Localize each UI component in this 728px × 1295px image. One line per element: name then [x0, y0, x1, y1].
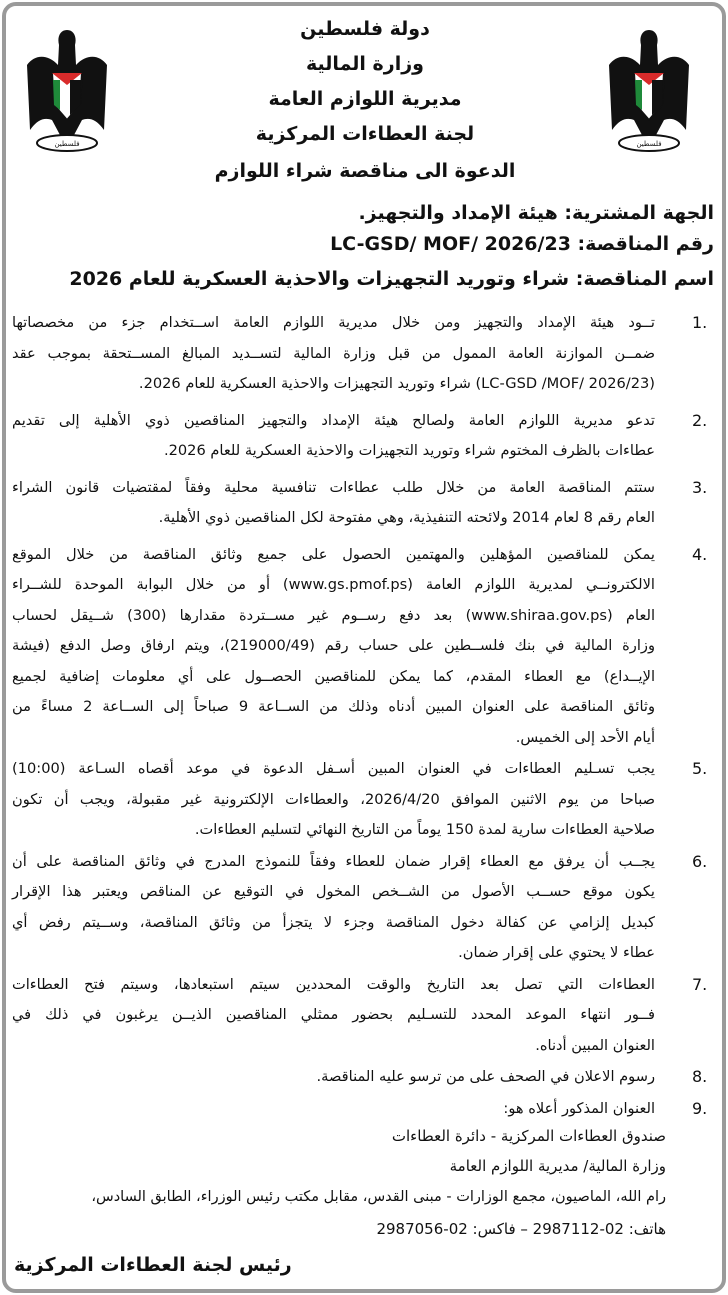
- item-text-line: ضمــن الموازنة العامة الممول من قبل وزارة المالية لتســديد المبالغ المســتحقة بموجب عقد: [12, 344, 655, 362]
- item-number: 9.: [692, 1098, 708, 1118]
- item-text-line: وثائق المناقصة على العنوان المبين أدناه وذلك من الســاعة 9 صباحاً إلى الســاعة 2 مساءً من: [12, 698, 656, 715]
- item-text-line: وزارة المالية في بنك فلســطين على حساب رقم (219000/49)، ويتم ارفاق وصل الدفع (فيشة: [12, 637, 655, 654]
- item-text-line: العنوان المذكور أعلاه هو:: [503, 1099, 655, 1117]
- item-number: 2.: [692, 410, 708, 430]
- buyer-line: الجهة المشترية: هيئة الإمداد والتجهيز.: [358, 202, 714, 224]
- list-item: [0, 847, 728, 969]
- address-line: وزارة المالية/ مديرية اللوازم العامة: [449, 1157, 666, 1175]
- item-text-line: (LC-GSD /MOF/ 2026/23) شراء وتوريد التجهيزات والاحذية العسكرية للعام 2026.: [138, 375, 655, 392]
- header-invitation: الدعوة الى مناقصة شراء اللوازم: [214, 160, 516, 182]
- item-text-line: صلاحية العطاءات سارية لمدة 150 يوماً من التاريخ النهائي لتسليم العطاءات.: [194, 821, 655, 838]
- item-text-line: عطاءات بالظرف المختوم شراء وتوريد التجهيزات والاحذية العسكرية للعام 2026.: [163, 442, 655, 459]
- item-text-line: العام (www.shiraa.gov.ps) بعد دفع رســوم غير مســتردة مقدارها (300) شــيقل لحساب: [12, 606, 655, 624]
- contact-line: هاتف: 02-2987112 – فاكس: 02-2987056: [376, 1220, 666, 1238]
- item-text-line: رسوم الاعلان في الصحف على من ترسو عليه المناقصة.: [316, 1068, 655, 1085]
- item-text-line: يجــب أن يرفق مع العطاء إقرار ضمان للعطاء وفقاً للنموذج المدرج في وثائق المناقصة على أن: [12, 852, 655, 870]
- item-text-line: تــود هيئة الإمداد والتجهيز ومن خلال مديرية اللوازم العامة اســتخدام جزء من مخصصاتها: [12, 314, 655, 331]
- item-text-line: العطاءات التي تصل بعد التاريخ والوقت المحددين سيتم استبعادها، وسيتم فتح العطاءات: [12, 975, 655, 993]
- item-text-line: يجب تسـليم العطاءات في العنوان المبين أسـفل الدعوة في موعد أقصاه السـاعة (10:00): [12, 760, 655, 777]
- list-item: [0, 473, 728, 534]
- tender-name-line: اسم المناقصة: شراء وتوريد التجهيزات والاحذية العسكرية للعام 2026: [69, 268, 714, 290]
- item-text-line: صباحا من يوم الاثنين الموافق 2026/4/20، والعطاءات الإلكترونية غير مقبولة، ويجب أن تكون: [12, 790, 655, 808]
- palestine-emblem-icon: [22, 25, 112, 155]
- list-item: [0, 540, 728, 754]
- tender-terms-list: [0, 308, 728, 1125]
- svg-text:فلسطين: فلسطين: [54, 140, 80, 148]
- list-item: [0, 308, 728, 400]
- item-text-line: الإيــداع) مع العطاء المقدم، كما يمكن للمناقصين الحصــول على أي معلومات إضافية لجميع: [12, 667, 655, 685]
- item-text-line: فــور انتهاء الموعد المحدد للتسـليم بحضور ممثلي المناقصين الذيــن يرغبون في ذلك في: [12, 1006, 655, 1023]
- item-number: 5.: [692, 759, 708, 778]
- item-text-line: ستتم المناقصة العامة من خلال طلب عطاءات تنافسية محلية وفقاً لمقتضيات قانون الشراء: [12, 478, 655, 496]
- header-committee: لجنة العطاءات المركزية: [255, 123, 475, 145]
- item-text-line: يكون موقع حســب الأصول من الشــخص المخول في التوقيع عن المناقص ويعتبر هذا الإقرار: [12, 883, 655, 900]
- item-text-line: تدعو مديرية اللوازم العامة ولصالح هيئة الإمداد والتجهيز المناقصين ذوي الأهلية إلى تقديم: [12, 411, 655, 429]
- list-item: [0, 754, 728, 846]
- address-line: صندوق العطاءات المركزية - دائرة العطاءات: [391, 1127, 666, 1145]
- header-directorate: مديرية اللوازم العامة: [268, 88, 462, 110]
- signature-title: رئيس لجنة العطاءات المركزية: [14, 1254, 292, 1276]
- item-text-line: أيام الأحد إلى الخميس.: [515, 728, 655, 746]
- list-item: [0, 1094, 728, 1125]
- item-text-line: عطاء لا يحتوي على إقرار ضمان.: [458, 944, 655, 961]
- list-item: [0, 406, 728, 467]
- item-text-line: كبديل إلزامي عن كفالة دخول المناقصة وجزء لا يتجزأ من وثائق المناقصة، وســيتم رفض أي: [12, 913, 655, 931]
- item-number: 6.: [692, 851, 708, 871]
- item-text-line: العنوان المبين أدناه.: [535, 1036, 655, 1054]
- header-ministry: وزارة المالية: [306, 53, 424, 75]
- list-item: [0, 1062, 728, 1093]
- item-text-line: يمكن للمناقصين المؤهلين والمهتمين الحصول على جميع وثائق المناقصة من خلال الموقع: [12, 545, 655, 563]
- item-number: 7.: [692, 974, 708, 994]
- header-state: دولة فلسطين: [300, 18, 430, 40]
- address-line: رام الله، الماصيون، مجمع الوزارات - مبنى القدس، مقابل مكتب رئيس الوزراء، الطابق السادس،: [91, 1189, 666, 1205]
- item-number: 1.: [692, 313, 708, 332]
- item-number: 3.: [692, 477, 708, 497]
- item-text-line: الالكترونــي لمديرية اللوازم العامة (www.gs.pmof.ps) أو من خلال البوابة الموحدة للشــراء: [12, 576, 655, 593]
- list-item: [0, 970, 728, 1062]
- palestine-emblem-icon: [604, 25, 694, 155]
- item-number: 4.: [692, 544, 708, 564]
- item-number: 8.: [692, 1067, 708, 1086]
- tender-number-line: رقم المناقصة: LC-GSD/ MOF/ 2026/23: [330, 233, 714, 255]
- item-text-line: العام رقم 8 لعام 2014 ولائحته التنفيذية، وهي مفتوحة لكل المناقصين ذوي الأهلية.: [158, 509, 655, 526]
